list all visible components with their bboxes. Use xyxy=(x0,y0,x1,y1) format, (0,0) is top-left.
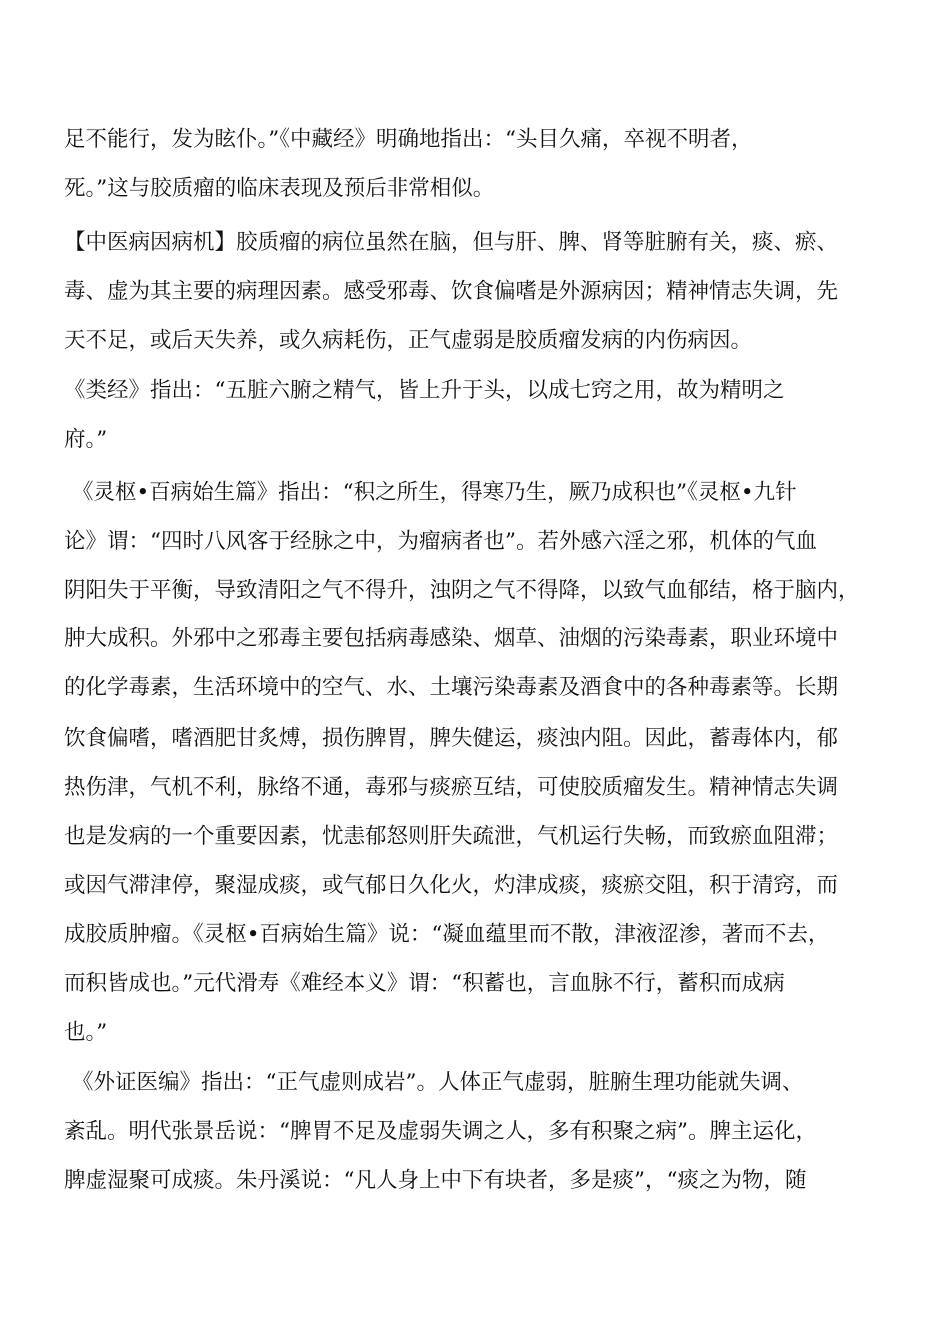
text-line-4: 毒、虚为其主要的病理因素。感受邪毒、饮食偏嗜是外源病因；精神情志失调，先 xyxy=(64,279,839,304)
text-line-3: 【中医病因病机】胶质瘤的病位虽然在脑，但与肝、脾、肾等脏腑有关，痰、瘀、 xyxy=(64,230,839,255)
text-line-6: 《类经》指出：“五脏六腑之精气，皆上升于头，以成七窍之用，故为精明之 xyxy=(64,378,785,403)
text-line-16: 或因气滞津停，聚湿成痰，或气郁日久化火，灼津成痰，痰瘀交阻，积于清窍，而 xyxy=(64,873,839,898)
text-line-15: 也是发病的一个重要因素，忧恚郁怒则肝失疏泄，气机运行失畅，而致瘀血阻滞； xyxy=(64,824,839,849)
text-line-5: 天不足，或后天失养，或久病耗伤，正气虚弱是胶质瘤发病的内伤病因。 xyxy=(64,328,753,353)
text-line-12: 的化学毒素，生活环境中的空气、水、土壤污染毒素及酒食中的各种毒素等。长期 xyxy=(64,675,839,700)
text-line-11: 肿大成积。外邪中之邪毒主要包括病毒感染、烟草、油烟的污染毒素，职业环境中 xyxy=(64,626,839,651)
text-line-22: 脾虚湿聚可成痰。朱丹溪说：“凡人身上中下有块者，多是痰”，“痰之为物，随 xyxy=(64,1168,807,1193)
text-line-13: 饮食偏嗜，嗜酒肥甘炙煿，损伤脾胃，脾失健运，痰浊内阻。因此，蓄毒体内，郁 xyxy=(64,726,839,751)
text-line-9: 论》谓：“四时八风客于经脉之中，为瘤病者也”。若外感六淫之邪，机体的气血 xyxy=(64,529,817,554)
text-line-14: 热伤津，气机不利，脉络不通，毒邪与痰瘀互结，可使胶质瘤发生。精神情志失调 xyxy=(64,775,839,800)
text-line-2: 死。”这与胶质瘤的临床表现及预后非常相似。 xyxy=(64,176,495,201)
text-line-10: 阴阳失于平衡，导致清阳之气不得升，浊阴之气不得降，以致气血郁结，格于脑内， xyxy=(64,578,860,603)
text-line-17: 成胶质肿瘤。《灵枢•百病始生篇》说：“凝血蕴里而不散，津液涩渗，著而不去， xyxy=(64,922,830,947)
text-line-8: 《灵枢•百病始生篇》指出：“积之所生，得寒乃生，厥乃成积也”《灵枢•九针 xyxy=(72,480,797,505)
text-line-21: 紊乱。明代张景岳说：“脾胃不足及虚弱失调之人，多有积聚之病”。脾主运化， xyxy=(64,1119,817,1144)
text-line-7: 府。” xyxy=(64,427,108,452)
text-line-18: 而积皆成也。”元代滑寿《难经本义》谓：“积蓄也，言血脉不行，蓄积而成病 xyxy=(64,971,785,996)
text-line-1: 足不能行，发为眩仆。”《中藏经》明确地指出：“头目久痛，卒视不明者， xyxy=(64,127,753,152)
text-line-20: 《外证医编》指出：“正气虚则成岩”。人体正气虚弱，脏腑生理功能就失调、 xyxy=(72,1070,804,1095)
text-line-19: 也。” xyxy=(64,1020,108,1045)
